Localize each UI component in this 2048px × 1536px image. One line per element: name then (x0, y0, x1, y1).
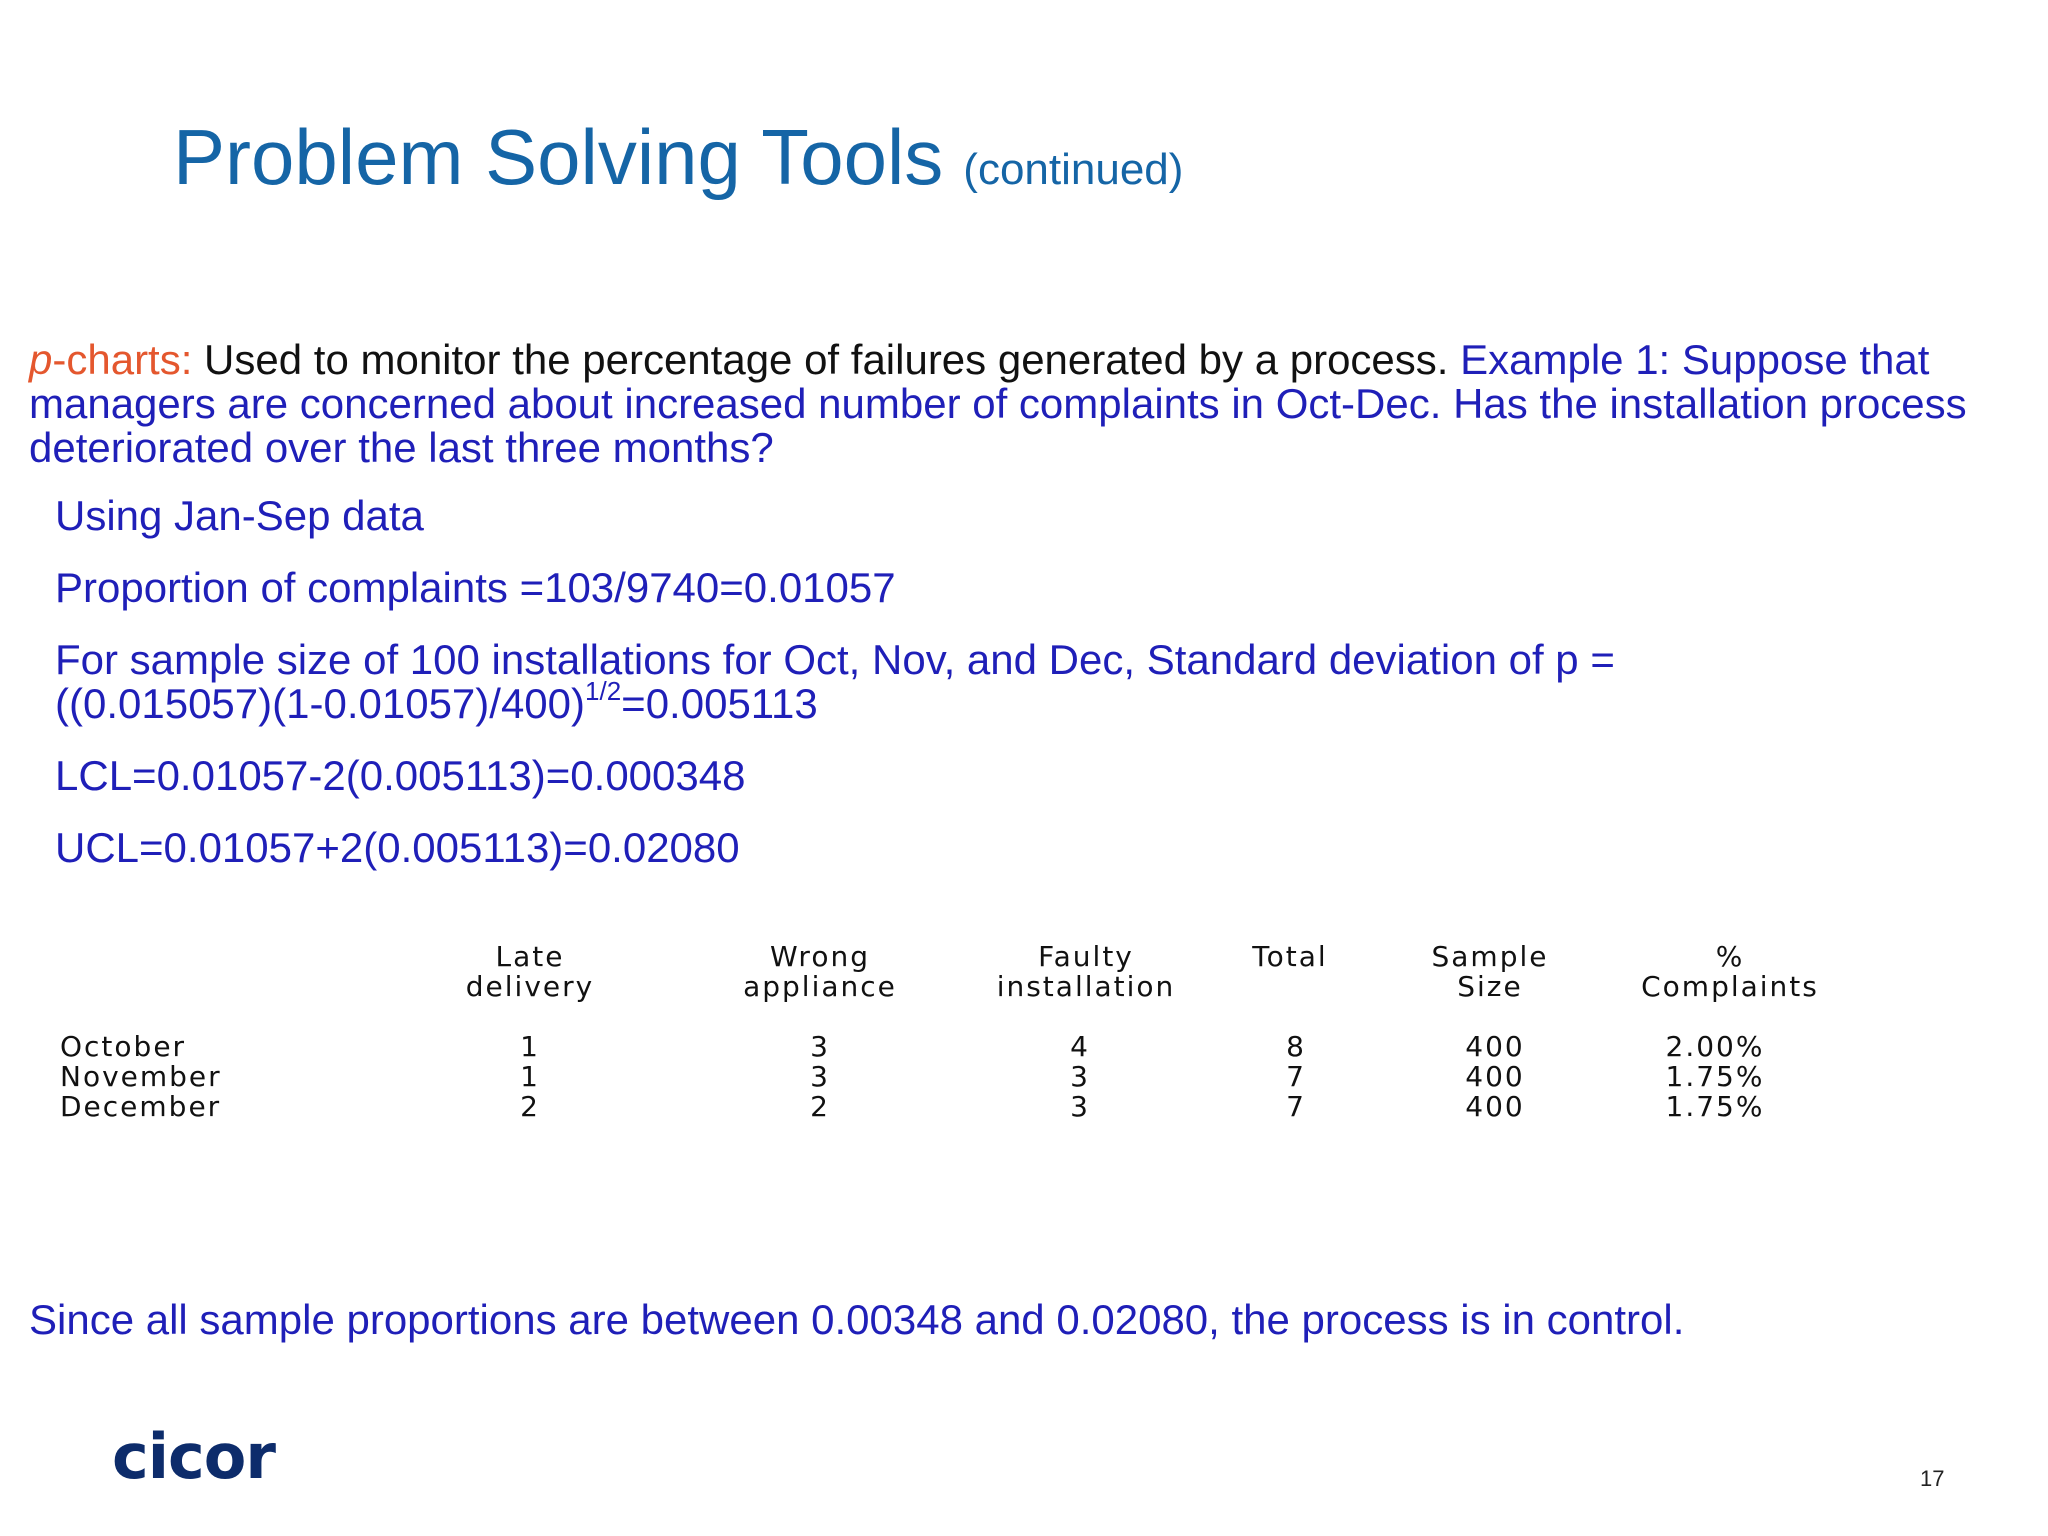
row-faulty: 3 (1070, 1090, 1090, 1123)
std-dev-line-1: For sample size of 100 installations for Oct, Nov, and Dec, Standard deviation of p = (55, 636, 1615, 683)
row-faulty: 3 (1070, 1060, 1090, 1093)
header-sample-size: Sample Size (1431, 940, 1549, 1003)
pcharts-keyword-italic: p (29, 336, 53, 383)
row-faulty: 4 (1070, 1030, 1090, 1063)
row-total: 7 (1286, 1090, 1306, 1123)
row-late: 1 (520, 1060, 540, 1093)
row-pct: 1.75% (1665, 1060, 1765, 1093)
pcharts-keyword-rest: -charts: (52, 336, 193, 383)
header-wrong: Wrong appliance (743, 940, 897, 1003)
header-pct-complaints: % Complaints (1641, 940, 1819, 1003)
std-dev-line-2 (55, 676, 818, 727)
row-month: October (60, 1030, 187, 1063)
data-range-line: Using Jan-Sep data (55, 492, 424, 539)
slide-title (173, 113, 1184, 201)
pcharts-keyword (29, 336, 192, 383)
row-total: 8 (1286, 1030, 1306, 1063)
row-size: 400 (1465, 1060, 1525, 1093)
std-dev-result: =0.005113 (621, 680, 818, 727)
row-pct: 1.75% (1665, 1090, 1765, 1123)
header-late: Late delivery (465, 940, 595, 1003)
pcharts-definition: Used to monitor the percentage of failures generated by a process. (192, 336, 1449, 383)
ucl-line: UCL=0.01057+2(0.005113)=0.02080 (55, 824, 740, 871)
std-dev-formula: ((0.015057)(1-0.01057)/400) (55, 680, 586, 727)
conclusion-text: Since all sample proportions are between 0.00348 and 0.02080, the process is in control. (29, 1296, 1685, 1343)
row-month: December (60, 1090, 222, 1123)
row-pct: 2.00% (1665, 1030, 1765, 1063)
row-wrong: 3 (810, 1030, 830, 1063)
row-late: 1 (520, 1030, 540, 1063)
std-dev-exponent: 1/2 (585, 676, 622, 706)
row-total: 7 (1286, 1060, 1306, 1093)
lcl-line: LCL=0.01057-2(0.005113)=0.000348 (55, 752, 746, 799)
header-total: Total (1252, 940, 1328, 973)
row-wrong: 3 (810, 1060, 830, 1093)
page-number: 17 (1920, 1466, 1945, 1491)
row-size: 400 (1465, 1030, 1525, 1063)
header-faulty: Faulty installation (996, 940, 1176, 1003)
company-logo: cicor (112, 1420, 275, 1493)
example-text: Example 1: Suppose that managers are concerned about increased number of complaints in Oct-Dec. Has the installation process deteriorated over the last three months? (29, 336, 1967, 471)
row-month: November (60, 1060, 222, 1093)
row-wrong: 2 (810, 1090, 830, 1123)
title-main: Problem Solving Tools (173, 113, 944, 201)
title-subtitle: (continued) (963, 145, 1184, 194)
proportion-line: Proportion of complaints =103/9740=0.01057 (55, 564, 896, 611)
row-size: 400 (1465, 1090, 1525, 1123)
row-late: 2 (520, 1090, 540, 1123)
intro-paragraph (29, 338, 2009, 470)
